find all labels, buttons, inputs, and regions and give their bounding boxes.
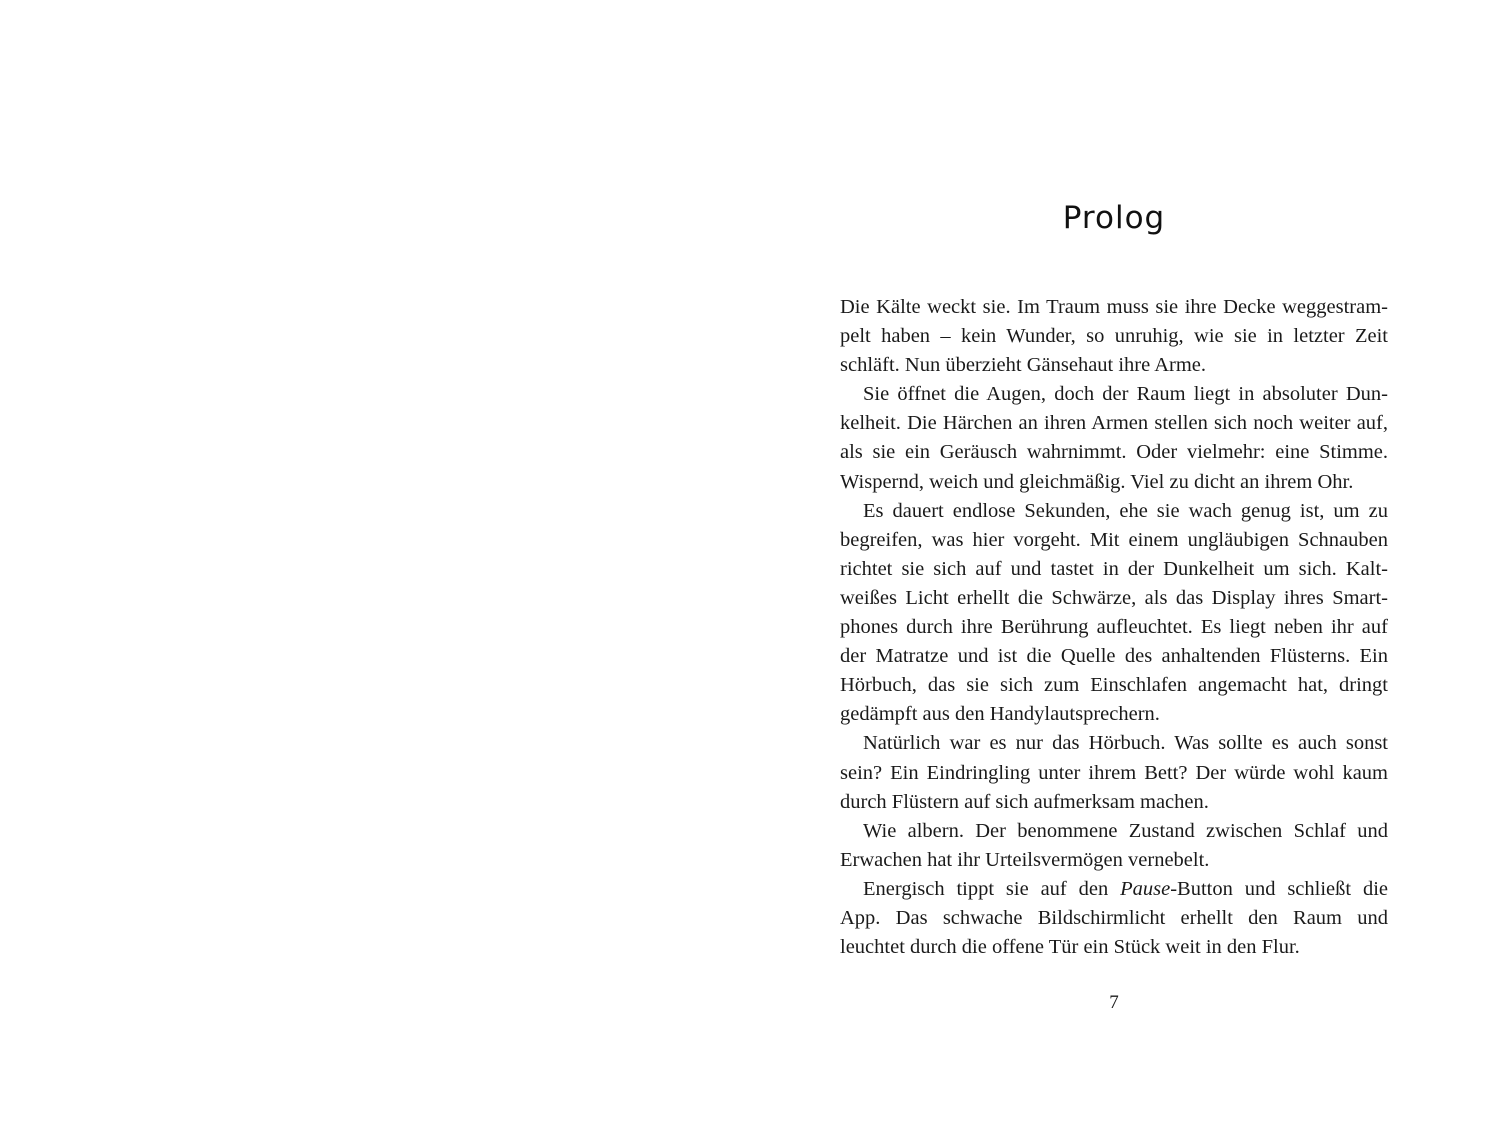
text-line: Die Kälte weckt sie. Im Traum muss sie ihre Decke weggestram- [840,296,1388,318]
text-line: der Matratze und ist die Quelle des anhaltenden Flüsterns. Ein [840,645,1388,668]
text-line: richtet sie sich auf und tastet in der Dunkelheit um sich. Kalt- [840,557,1388,580]
text-line: Hörbuch, das sie sich zum Einschlafen angemacht hat, dringt [840,674,1388,697]
text-line: begreifen, was hier vorgeht. Mit einem ungläubigen Schnauben [840,528,1388,551]
text-line: Natürlich war es nur das Hörbuch. Was sollte es auch sonst [863,732,1388,755]
text-line: leuchtet durch die offene Tür ein Stück weit in den Flur. [840,936,1300,959]
text-line: App. Das schwache Bildschirmlicht erhellt den Raum und [840,906,1388,929]
chapter-title: Prolog [1062,200,1166,236]
text-line: gedämpft aus den Handylautsprechern. [840,703,1160,726]
text-line: kelheit. Die Härchen an ihren Armen stellen sich noch weiter auf, [840,412,1388,435]
text-line-with-italic [840,875,1388,904]
page-number: 7 [1109,992,1119,1013]
text-line: schläft. Nun überzieht Gänsehaut ihre Arme. [840,354,1207,377]
text-line: als sie ein Geräusch wahrnimmt. Oder vielmehr: eine Stimme. [840,441,1388,464]
text-line: Es dauert endlose Sekunden, ehe sie wach genug ist, um zu [863,499,1388,522]
text-line: pelt haben – kein Wunder, so unruhig, wie sie in letzter Zeit [840,325,1388,348]
text-segment: -Button und schließt die [1170,877,1389,900]
text-line: Erwachen hat ihr Urteilsvermögen vernebelt. [840,848,1210,871]
text-line: Wie albern. Der benommene Zustand zwischen Schlaf und [863,819,1388,842]
text-line: sein? Ein Eindringling unter ihrem Bett? Der würde wohl kaum [840,761,1388,784]
text-line: Wispernd, weich und gleichmäßig. Viel zu dicht an ihrem Ohr. [840,470,1354,493]
text-line: durch Flüstern auf sich aufmerksam machen. [840,790,1209,813]
text-line: weißes Licht erhellt die Schwärze, als das Display ihres Smart- [840,586,1388,609]
text-segment: Energisch tippt sie auf den [863,877,1121,900]
body-text [840,293,1388,962]
text-line: phones durch ihre Berührung aufleuchtet. Es liegt neben ihr auf [840,616,1388,639]
text-line: Sie öffnet die Augen, doch der Raum liegt in absoluter Dun- [863,383,1388,406]
italic-button-name: Pause [1120,877,1171,900]
